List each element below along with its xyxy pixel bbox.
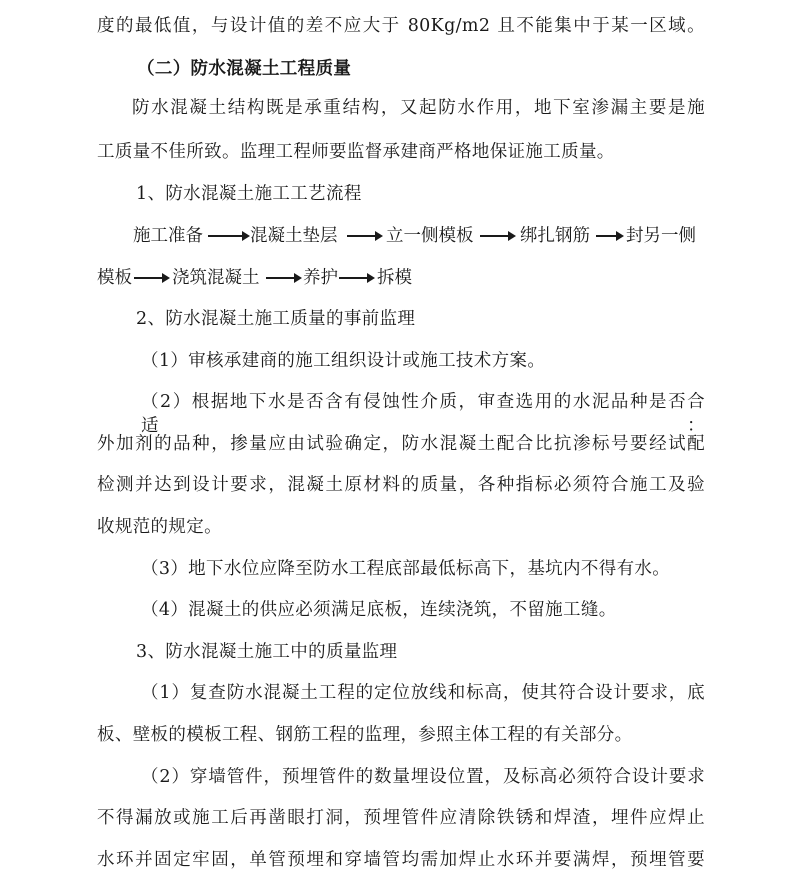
subsection-title: 3、防水混凝土施工中的质量监理 xyxy=(136,642,398,662)
flow-arrow-icon xyxy=(266,277,300,279)
flow-step: 立一侧模板 xyxy=(386,226,474,246)
paragraph-line: 水环并固定牢固，单管预埋和穿墙管均需加焊止水环并要满焊，预埋管要 xyxy=(97,850,705,870)
paragraph-line: （3）地下水位应降至防水工程底部最低标高下，基坑内不得有水。 xyxy=(141,559,671,579)
paragraph-line: （4）混凝土的供应必须满足底板，连续浇筑，不留施工缝。 xyxy=(141,600,617,620)
paragraph-line: （2）穿墙管件，预埋管件的数量埋设位置，及标高必须符合设计要求 xyxy=(141,767,705,787)
process-flow-row-1 xyxy=(0,224,795,248)
paragraph-line: 不得漏放或施工后再凿眼打洞，预埋管件应清除铁锈和焊渣，埋件应焊止 xyxy=(97,808,705,828)
flow-step: 施工准备 xyxy=(133,226,203,246)
flow-arrow-icon xyxy=(208,235,248,237)
subsection-title: 1、防水混凝土施工工艺流程 xyxy=(136,184,362,204)
flow-step: 拆模 xyxy=(377,268,412,288)
section-title: （二）防水混凝土工程质量 xyxy=(137,59,352,79)
flow-step: 浇筑混凝土 xyxy=(172,268,260,288)
paragraph-line: 检测并达到设计要求，混凝土原材料的质量，各种指标必须符合施工及验 xyxy=(97,475,705,495)
flow-step: 封另一侧 xyxy=(626,226,696,246)
paragraph-line: 防水混凝土结构既是承重结构，又起防水作用，地下室渗漏主要是施 xyxy=(132,98,705,118)
subsection-title: 2、防水混凝土施工质量的事前监理 xyxy=(136,309,416,329)
flow-step: 养护 xyxy=(303,268,338,288)
paragraph-line: （1）复查防水混凝土工程的定位放线和标高，使其符合设计要求，底 xyxy=(141,683,705,703)
paragraph-line: （2）根据地下水是否含有侵蚀性介质，审查选用的水泥品种是否合适： xyxy=(141,392,705,436)
flow-arrow-icon xyxy=(596,235,622,237)
flow-step: 绑扎钢筋 xyxy=(520,226,590,246)
paragraph-line: 度的最低值，与设计值的差不应大于 80Kg/m2 且不能集中于某一区域。 xyxy=(97,16,705,36)
paragraph-line: 工质量不佳所致。监理工程师要监督承建商严格地保证施工质量。 xyxy=(97,142,615,162)
paragraph-line: 收规范的规定。 xyxy=(97,517,222,537)
flow-arrow-icon xyxy=(134,277,168,279)
flow-arrow-icon xyxy=(339,277,373,279)
paragraph-line: 外加剂的品种，掺量应由试验确定，防水混凝土配合比抗渗标号要经试配 xyxy=(97,434,705,454)
flow-arrow-icon xyxy=(347,235,381,237)
paragraph-line: 板、壁板的模板工程、钢筋工程的监理，参照主体工程的有关部分。 xyxy=(97,725,633,745)
flow-arrow-icon xyxy=(480,235,514,237)
flow-step: 混凝土垫层 xyxy=(250,226,338,246)
process-flow-row-2 xyxy=(0,266,795,290)
flow-step: 模板 xyxy=(97,268,132,288)
paragraph-line: （1）审核承建商的施工组织设计或施工技术方案。 xyxy=(141,351,546,371)
